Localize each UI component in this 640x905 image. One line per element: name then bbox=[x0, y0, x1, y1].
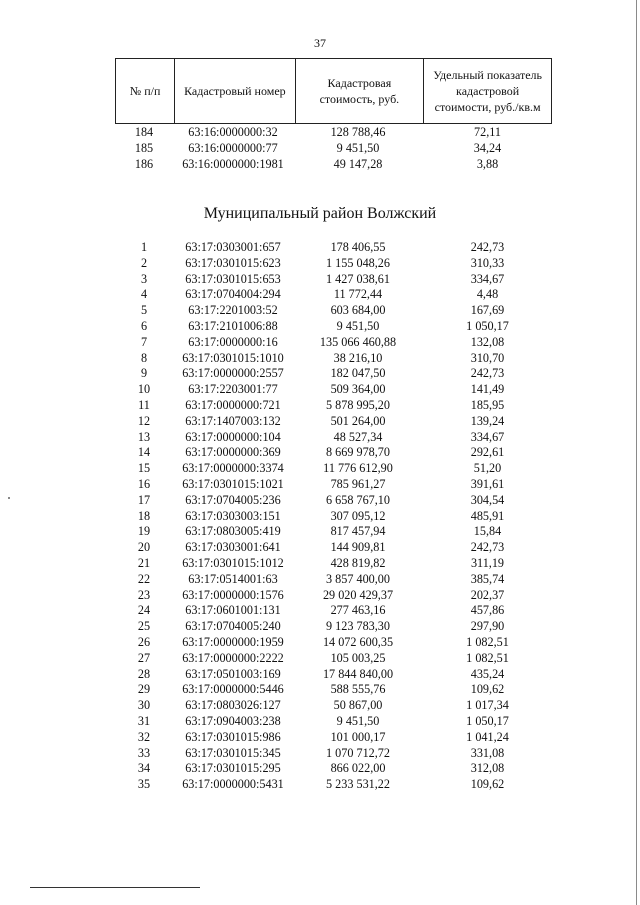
cadastral-number: 63:17:0301015:1021 bbox=[182, 476, 284, 491]
row-index: 28 bbox=[137, 666, 151, 681]
specific-value: 304,54 bbox=[470, 492, 505, 507]
specific-value: 311,19 bbox=[470, 555, 505, 570]
specific-value: 109,62 bbox=[470, 777, 505, 792]
table-row bbox=[115, 714, 552, 730]
cadastral-number: 63:17:0301015:345 bbox=[185, 745, 281, 760]
specific-value: 242,73 bbox=[470, 366, 505, 381]
cadastral-value: 11 772,44 bbox=[333, 287, 383, 302]
cadastral-value: 14 072 600,35 bbox=[322, 634, 394, 649]
table-row bbox=[115, 240, 552, 256]
row-index: 23 bbox=[137, 587, 151, 602]
table-row bbox=[115, 445, 552, 461]
specific-value: 202,37 bbox=[470, 587, 505, 602]
table-row bbox=[115, 303, 552, 319]
cadastral-number: 63:17:1407003:132 bbox=[185, 413, 281, 428]
cadastral-number: 63:17:0301015:623 bbox=[185, 255, 281, 270]
cadastral-number: 63:17:0704004:294 bbox=[185, 287, 281, 302]
cadastral-number: 63:17:2203001:77 bbox=[188, 382, 278, 397]
row-index: 11 bbox=[138, 397, 150, 412]
cadastral-value: 135 066 460,88 bbox=[319, 334, 397, 349]
specific-value: 312,08 bbox=[470, 761, 505, 776]
row-index: 27 bbox=[137, 650, 151, 665]
cadastral-number: 63:17:0303003:151 bbox=[185, 508, 281, 523]
specific-value: 1 041,24 bbox=[466, 729, 509, 744]
cadastral-number: 63:17:0303001:657 bbox=[185, 240, 281, 254]
row-index: 13 bbox=[137, 429, 151, 444]
table-header bbox=[115, 58, 552, 124]
cadastral-value: 1 070 712,72 bbox=[326, 745, 390, 760]
specific-value: 297,90 bbox=[470, 619, 505, 634]
specific-value: 167,69 bbox=[470, 303, 505, 318]
cadastral-value: 785 961,27 bbox=[330, 476, 386, 491]
table-row bbox=[115, 588, 552, 604]
specific-value: 1 082,51 bbox=[466, 650, 509, 665]
specific-value: 139,24 bbox=[470, 413, 505, 428]
row-index: 12 bbox=[137, 413, 151, 428]
cadastral-value: 101 000,17 bbox=[330, 729, 386, 744]
cadastral-value: 1 155 048,26 bbox=[326, 255, 390, 270]
cadastral-value: 1 427 038,61 bbox=[326, 271, 390, 286]
section-rows bbox=[115, 240, 552, 793]
cadastral-number: 63:17:0301015:1012 bbox=[182, 555, 284, 570]
specific-value: 72,11 bbox=[474, 125, 501, 139]
specific-value: 334,67 bbox=[470, 271, 505, 286]
cadastral-number: 63:17:0514001:63 bbox=[188, 571, 278, 586]
cadastral-number: 63:17:0301015:295 bbox=[185, 761, 281, 776]
cadastral-value: 9 451,50 bbox=[336, 140, 380, 155]
row-index: 9 bbox=[140, 366, 148, 381]
table-row bbox=[115, 335, 552, 351]
cadastral-value: 6 658 767,10 bbox=[326, 492, 390, 507]
cadastral-value: 17 844 840,00 bbox=[322, 666, 394, 681]
cadastral-number: 63:17:2101006:88 bbox=[188, 318, 278, 333]
row-index: 10 bbox=[137, 382, 151, 397]
header-specific-value: Удельный показатель кадастровой стоимости, руб./кв.м bbox=[424, 59, 552, 124]
table-row bbox=[115, 540, 552, 556]
cadastral-value: 38 216,10 bbox=[333, 350, 383, 365]
header-cadastral-number: Кадастровый номер bbox=[175, 59, 295, 124]
section-title: Муниципальный район Волжский bbox=[203, 205, 437, 222]
cadastral-value: 105 003,25 bbox=[330, 650, 386, 665]
cadastral-value: 603 684,00 bbox=[330, 303, 386, 318]
row-index: 24 bbox=[137, 603, 151, 618]
cadastral-number: 63:17:0000000:1959 bbox=[182, 634, 284, 649]
cadastral-number: 63:17:0000000:2557 bbox=[182, 366, 284, 381]
cadastral-number: 63:17:0601001:131 bbox=[185, 603, 281, 618]
row-index: 2 bbox=[140, 255, 148, 270]
row-index: 19 bbox=[137, 524, 151, 539]
table-row bbox=[115, 366, 552, 382]
row-index: 21 bbox=[137, 555, 151, 570]
row-index: 25 bbox=[137, 619, 151, 634]
cadastral-value: 8 669 978,70 bbox=[326, 445, 390, 460]
cadastral-number: 63:16:0000000:32 bbox=[188, 125, 278, 139]
table-row bbox=[115, 524, 552, 540]
cadastral-value: 9 451,50 bbox=[336, 713, 380, 728]
table-row bbox=[115, 414, 552, 430]
table-row bbox=[115, 603, 552, 619]
table-row bbox=[115, 272, 552, 288]
table-row bbox=[115, 572, 552, 588]
specific-value: 4,48 bbox=[476, 287, 499, 302]
specific-value: 310,70 bbox=[470, 350, 505, 365]
cadastral-value: 144 909,81 bbox=[330, 540, 386, 555]
cadastral-value: 9 451,50 bbox=[336, 318, 380, 333]
row-index: 185 bbox=[134, 140, 154, 155]
row-index: 14 bbox=[137, 445, 151, 460]
cadastral-value: 5 878 995,20 bbox=[326, 397, 390, 412]
cadastral-number: 63:17:0501003:169 bbox=[185, 666, 281, 681]
page-number: 37 bbox=[314, 36, 326, 50]
row-index: 22 bbox=[137, 571, 151, 586]
cadastral-number: 63:17:0000000:3374 bbox=[182, 461, 284, 476]
specific-value: 334,67 bbox=[470, 429, 505, 444]
header-cadastral-value: Кадастровая стоимость, руб. bbox=[295, 59, 424, 124]
cadastral-number: 63:17:0000000:5446 bbox=[182, 682, 284, 697]
cadastral-value: 178 406,55 bbox=[330, 240, 386, 254]
cadastral-number: 63:17:0000000:5431 bbox=[182, 777, 284, 792]
cadastral-value: 428 819,82 bbox=[330, 555, 386, 570]
cadastral-value: 3 857 400,00 bbox=[326, 571, 390, 586]
table-row bbox=[115, 556, 552, 572]
cadastral-number: 63:17:0000000:104 bbox=[185, 429, 281, 444]
cadastral-number: 63:17:0803005:419 bbox=[185, 524, 281, 539]
row-index: 29 bbox=[137, 682, 151, 697]
row-index: 186 bbox=[134, 156, 154, 171]
cadastral-number: 63:17:0704005:240 bbox=[185, 619, 281, 634]
specific-value: 242,73 bbox=[470, 240, 505, 254]
table-row bbox=[115, 141, 552, 157]
table-row bbox=[115, 493, 552, 509]
cadastral-number: 63:17:0000000:16 bbox=[188, 334, 278, 349]
specific-value: 1 017,34 bbox=[466, 698, 509, 713]
row-index: 35 bbox=[137, 777, 151, 792]
table-row bbox=[115, 319, 552, 335]
cadastral-number: 63:17:0000000:2222 bbox=[182, 650, 284, 665]
row-index: 6 bbox=[140, 318, 148, 333]
cadastral-number: 63:17:0000000:721 bbox=[185, 397, 281, 412]
cadastral-number: 63:17:0301015:1010 bbox=[182, 350, 284, 365]
cadastral-value: 128 788,46 bbox=[330, 125, 386, 139]
table-row bbox=[115, 651, 552, 667]
specific-value: 457,86 bbox=[470, 603, 505, 618]
table-row bbox=[115, 256, 552, 272]
row-index: 34 bbox=[137, 761, 151, 776]
table-row bbox=[115, 667, 552, 683]
cadastral-number: 63:17:0301015:986 bbox=[185, 729, 281, 744]
row-index: 15 bbox=[137, 461, 151, 476]
cadastral-value: 5 233 531,22 bbox=[326, 777, 390, 792]
row-index: 32 bbox=[137, 729, 151, 744]
table-row bbox=[115, 382, 552, 398]
cadastral-value: 817 457,94 bbox=[330, 524, 386, 539]
cadastral-value: 588 555,76 bbox=[330, 682, 386, 697]
row-index: 30 bbox=[137, 698, 151, 713]
cadastral-value: 307 095,12 bbox=[330, 508, 386, 523]
cadastral-value: 509 364,00 bbox=[330, 382, 386, 397]
specific-value: 310,33 bbox=[470, 255, 505, 270]
table-row bbox=[115, 351, 552, 367]
row-index: 4 bbox=[140, 287, 148, 302]
table-row bbox=[115, 777, 552, 793]
cadastral-number: 63:17:0303001:641 bbox=[185, 540, 281, 555]
cadastral-value: 501 264,00 bbox=[330, 413, 386, 428]
specific-value: 391,61 bbox=[470, 476, 505, 491]
specific-value: 132,08 bbox=[470, 334, 505, 349]
specific-value: 1 082,51 bbox=[466, 634, 509, 649]
cadastral-value: 182 047,50 bbox=[330, 366, 386, 381]
cadastral-value: 29 020 429,37 bbox=[322, 587, 394, 602]
cadastral-value: 277 463,16 bbox=[330, 603, 386, 618]
specific-value: 51,20 bbox=[473, 461, 502, 476]
scan-edge-line bbox=[636, 0, 637, 905]
specific-value: 485,91 bbox=[470, 508, 505, 523]
scan-speck bbox=[8, 497, 10, 499]
row-index: 20 bbox=[137, 540, 151, 555]
cadastral-number: 63:17:0000000:369 bbox=[185, 445, 281, 460]
cadastral-number: 63:17:0904003:238 bbox=[185, 713, 281, 728]
table-row bbox=[115, 761, 552, 777]
specific-value: 1 050,17 bbox=[466, 318, 509, 333]
table-row bbox=[115, 477, 552, 493]
cadastral-number: 63:17:2201003:52 bbox=[188, 303, 278, 318]
cadastral-number: 63:16:0000000:1981 bbox=[182, 156, 284, 171]
cadastral-value: 9 123 783,30 bbox=[326, 619, 390, 634]
specific-value: 385,74 bbox=[470, 571, 505, 586]
row-index: 8 bbox=[140, 350, 148, 365]
specific-value: 109,62 bbox=[470, 682, 505, 697]
row-index: 17 bbox=[137, 492, 151, 507]
cadastral-value: 48 527,34 bbox=[333, 429, 383, 444]
row-index: 18 bbox=[137, 508, 151, 523]
row-index: 26 bbox=[137, 634, 151, 649]
table-row bbox=[115, 730, 552, 746]
specific-value: 34,24 bbox=[473, 140, 502, 155]
cadastral-number: 63:17:0301015:653 bbox=[185, 271, 281, 286]
row-index: 33 bbox=[137, 745, 151, 760]
header-index: № п/п bbox=[116, 59, 175, 124]
specific-value: 185,95 bbox=[470, 397, 505, 412]
cadastral-value: 866 022,00 bbox=[330, 761, 386, 776]
footnote-divider bbox=[30, 887, 200, 888]
table-row bbox=[115, 619, 552, 635]
cadastral-value: 49 147,28 bbox=[333, 156, 383, 171]
cadastral-number: 63:17:0704005:236 bbox=[185, 492, 281, 507]
table-row bbox=[115, 509, 552, 525]
table-row bbox=[115, 430, 552, 446]
specific-value: 242,73 bbox=[470, 540, 505, 555]
row-index: 7 bbox=[140, 334, 148, 349]
table-row bbox=[115, 461, 552, 477]
table-row bbox=[115, 698, 552, 714]
cadastral-value: 11 776 612,90 bbox=[323, 461, 393, 476]
specific-value: 141,49 bbox=[470, 382, 505, 397]
table-row bbox=[115, 398, 552, 414]
cadastral-number: 63:17:0803026:127 bbox=[185, 698, 281, 713]
specific-value: 292,61 bbox=[470, 445, 505, 460]
cadastral-number: 63:16:0000000:77 bbox=[188, 140, 278, 155]
cadastral-value: 50 867,00 bbox=[333, 698, 383, 713]
row-index: 184 bbox=[134, 125, 154, 139]
table-row bbox=[115, 125, 552, 141]
specific-value: 1 050,17 bbox=[466, 713, 509, 728]
row-index: 31 bbox=[137, 713, 151, 728]
row-index: 3 bbox=[140, 271, 148, 286]
table-row bbox=[115, 287, 552, 303]
table-row bbox=[115, 746, 552, 762]
cadastral-number: 63:17:0000000:1576 bbox=[182, 587, 284, 602]
row-index: 5 bbox=[140, 303, 148, 318]
specific-value: 331,08 bbox=[470, 745, 505, 760]
specific-value: 3,88 bbox=[476, 156, 499, 171]
specific-value: 435,24 bbox=[470, 666, 505, 681]
specific-value: 15,84 bbox=[473, 524, 502, 539]
table-row bbox=[115, 635, 552, 651]
row-index: 16 bbox=[137, 476, 151, 491]
table-row bbox=[115, 157, 552, 173]
table-row bbox=[115, 682, 552, 698]
top-rows bbox=[115, 125, 552, 172]
row-index: 1 bbox=[140, 240, 148, 254]
